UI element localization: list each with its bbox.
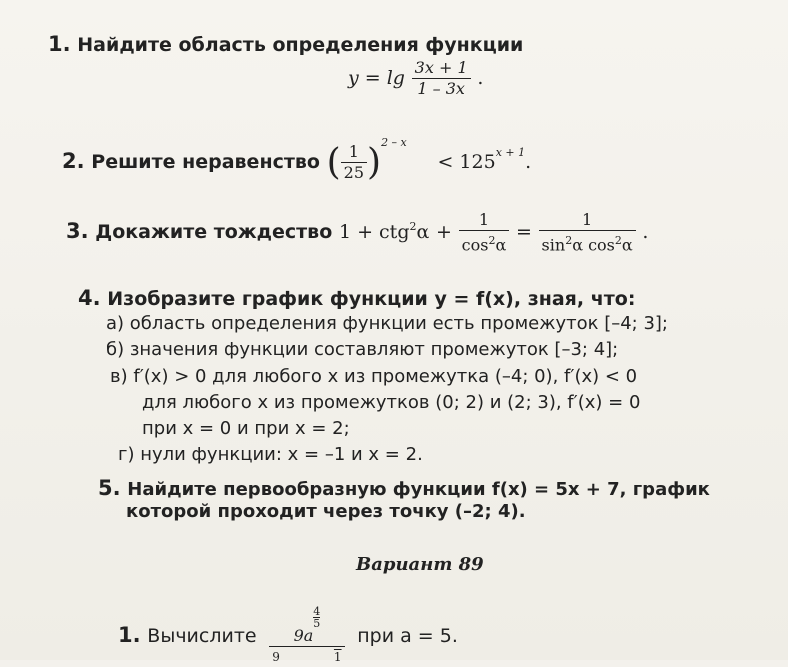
- alpha: α: [621, 235, 633, 255]
- problem-5: [98, 476, 710, 500]
- problem-text: Найдите область определения функции: [77, 34, 524, 56]
- fraction-numerator: 1: [341, 142, 367, 163]
- problem-text: Докажите тождество: [95, 221, 333, 244]
- fraction-denominator: 25: [343, 163, 365, 182]
- problem-number: 1.: [118, 623, 141, 647]
- cos-label: α cos: [572, 235, 615, 255]
- right-paren: ): [367, 142, 382, 183]
- cos-label: cos: [461, 235, 489, 255]
- problem-condition: при a = 5.: [357, 625, 458, 647]
- formula-end: .: [642, 221, 649, 244]
- problem-text-line2: которой проходит через точку (–2; 4).: [126, 501, 526, 522]
- problem-text: Решите неравенство: [91, 151, 320, 173]
- fraction-denominator: [539, 231, 636, 255]
- fractional-exponent: [313, 606, 320, 629]
- plus-sign: +: [436, 221, 452, 244]
- fraction-numerator: [269, 606, 344, 647]
- square: 2: [565, 234, 573, 247]
- square: 2: [614, 234, 622, 247]
- base-fraction: [341, 142, 367, 183]
- problem-text: Вычислите: [147, 625, 257, 647]
- numerator-base: 9a: [293, 626, 314, 645]
- problem-number: 2.: [62, 149, 85, 173]
- identity-lhs: 1 + ctg: [338, 221, 410, 244]
- problem-number: 3.: [66, 219, 89, 244]
- problem-number: 5.: [98, 476, 121, 500]
- square: 2: [488, 234, 496, 247]
- fraction-1: [459, 210, 510, 255]
- formula-lhs: y = lg: [348, 67, 405, 89]
- fraction-2: [539, 210, 636, 255]
- condition-b: б) значения функции составляют промежуток [–3; 4];: [106, 339, 619, 360]
- problem-1: [48, 32, 523, 56]
- variant-problem-1: [118, 606, 458, 667]
- expression-fraction: [269, 606, 344, 667]
- problem-2: [62, 136, 531, 183]
- formula-fraction: [412, 58, 471, 99]
- condition-c-line1: в) f′(x) > 0 для любого x из промежутка (–4; 0), f′(x) < 0: [110, 366, 638, 387]
- rhs-exponent: x + 1: [495, 146, 526, 159]
- fraction-denominator: 1 – 3x: [417, 79, 465, 98]
- square: 2: [409, 220, 417, 234]
- exponent: 2 – x: [381, 136, 407, 149]
- problem-text-line1: Найдите первообразную функции f(x) = 5x + 7, график: [127, 479, 710, 500]
- alpha: α: [416, 221, 430, 244]
- fraction-denominator: [459, 231, 510, 255]
- left-paren: (: [326, 142, 341, 183]
- fraction-numerator: 1: [459, 210, 510, 231]
- condition-c-line3: при x = 0 и при x = 2;: [142, 418, 350, 439]
- exponent-numerator: 4: [313, 605, 321, 618]
- condition-d: г) нули функции: x = –1 и x = 2.: [118, 444, 423, 465]
- problem-number: 4.: [78, 286, 101, 310]
- formula-end: .: [525, 151, 532, 173]
- fraction-numerator: 1: [539, 210, 636, 231]
- sin-label: sin: [541, 235, 566, 255]
- problem-4: [78, 286, 635, 310]
- equals-sign: =: [515, 221, 532, 244]
- problem-text: Изобразите график функции y = f(x), зная, что:: [107, 288, 636, 310]
- denominator-left: 9: [272, 650, 280, 664]
- fraction-numerator: 3x + 1: [412, 58, 471, 79]
- inequality-rhs: < 125: [437, 151, 496, 173]
- condition-c-line2: для любого x из промежутков (0; 2) и (2; 3), f′(x) = 0: [142, 392, 641, 413]
- exponent-denominator: 5: [313, 617, 321, 630]
- formula-end: .: [477, 67, 484, 89]
- problem-3: [66, 210, 648, 255]
- alpha: α: [495, 235, 507, 255]
- variant-heading: Вариант 89: [356, 554, 484, 575]
- fraction-denominator: [269, 647, 344, 667]
- problem-1-formula: [348, 58, 483, 99]
- denominator-right: 1: [333, 650, 342, 664]
- condition-a: а) область определения функции есть промежуток [–4; 3];: [106, 313, 668, 334]
- problem-number: 1.: [48, 32, 71, 56]
